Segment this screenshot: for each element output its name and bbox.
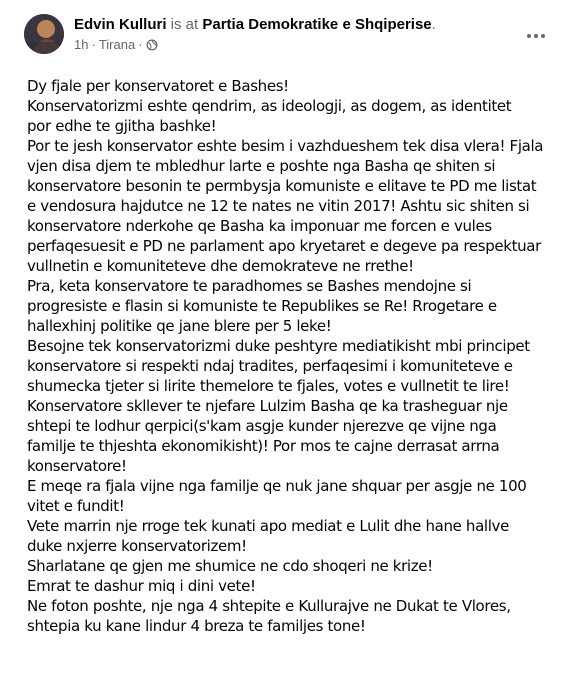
post-line: Vete marrin nje rroge tek kunati apo mediat e Lulit dhe hane hallve xyxy=(27,517,509,535)
post-line: Por te jesh konservator eshte besim i vazhdueshem tek disa vlera! Fjala xyxy=(27,137,544,155)
post-line: Ne foton poshte, nje nga 4 shtepite e Kullurajve ne Dukat te Vlores, xyxy=(27,597,511,615)
author-avatar[interactable] xyxy=(24,14,64,54)
post-meta xyxy=(74,15,510,54)
dot xyxy=(527,34,531,38)
post-line: e vendosura hajdutce ne 12 te nates ne vitin 2017! Ashtu sic shiten si xyxy=(27,197,530,215)
post-line: Sharlatane qe gjen me shumice ne cdo shoqeri ne krize! xyxy=(27,557,433,575)
post-city-link[interactable]: Tirana xyxy=(98,37,136,52)
subline-separator-2: · xyxy=(138,37,143,52)
post-line: shtepia ku kane lindur 4 breza te familjes tone! xyxy=(27,617,366,635)
post-line: Konservatorizmi eshte qendrim, as ideologji, as dogem, as identitet xyxy=(27,97,512,115)
post-line: familje te thjeshta ekonomikisht)! Por mos te cajne derrasat arrna xyxy=(27,437,500,455)
post-line: hallexhinj politike qe jane blere per 5 leke! xyxy=(27,317,332,335)
post-line: E meqe ra fjala vijne nga familje qe nuk jane shquar per asgje ne 100 xyxy=(27,477,527,495)
subline-separator: · xyxy=(91,37,96,52)
location-suffix: . xyxy=(431,16,436,33)
post-line: Besojne tek konservatorizmi duke peshtyre mediatikisht mbi principet xyxy=(27,337,530,355)
author-name-link[interactable]: Edvin Kulluri xyxy=(74,16,167,33)
is-at-text: is at xyxy=(166,16,203,33)
post-line: Emrat te dashur miq i dini vete! xyxy=(27,577,256,595)
dot xyxy=(534,34,538,38)
post-author-line xyxy=(74,15,510,35)
post-line: Konservatore skllever te njefare Lulzim Basha qe ka trasheguar nje xyxy=(27,397,508,415)
dot xyxy=(541,34,545,38)
post-line: konservatore nderkohe qe Basha ka imponuar me forcen e vules xyxy=(27,217,492,235)
post-line: por edhe te gjitha bashke! xyxy=(27,117,217,135)
avatar-image xyxy=(24,14,64,54)
post-line: Dy fjale per konservatoret e Bashes! xyxy=(27,77,289,95)
post-header xyxy=(12,14,560,60)
globe-icon[interactable] xyxy=(146,39,158,51)
post-line: konservatore si respekti ndaj tradites, perfaqesimi i komuniteteve e xyxy=(27,357,513,375)
post-text xyxy=(27,76,553,636)
post-line: shtepi te lodhur qerpici(s'kam asgje kunder njerezve qe vijne nga xyxy=(27,417,497,435)
post-line: shumecka tjeter si lirite themelore te fjales, votes e vullnetit te lire! xyxy=(27,377,510,395)
post-line: perfaqesuesit e PD ne parlament apo kryetaret e degeve pa respektuar xyxy=(27,237,541,255)
location-link[interactable]: Partia Demokratike e Shqiperise xyxy=(202,16,432,33)
post-line: vjen disa djem te mbledhur larte e poshte nga Basha qe shiten si xyxy=(27,157,496,175)
more-options-button[interactable] xyxy=(518,24,554,48)
post-line: Pra, keta konservatore te paradhomes se Bashes mendojne si xyxy=(27,277,472,295)
more-dots-icon xyxy=(527,34,545,38)
post-line: duke nxjerre konservatorizem! xyxy=(27,537,247,555)
post-time-link[interactable]: 1h xyxy=(74,37,89,52)
post-line: vullnetin e komuniteteve dhe demokrateve ne rrethe! xyxy=(27,257,414,275)
post-line: progresiste e flasin si komuniste te Republikes se Re! Rrogetare e xyxy=(27,297,497,315)
post-line: vitet e fundit! xyxy=(27,497,125,515)
post-line: konservatore besonin te permbysja komuniste e elitave te PD me listat xyxy=(27,177,537,195)
post-subline xyxy=(74,36,510,54)
post-line: konservatore! xyxy=(27,457,127,475)
